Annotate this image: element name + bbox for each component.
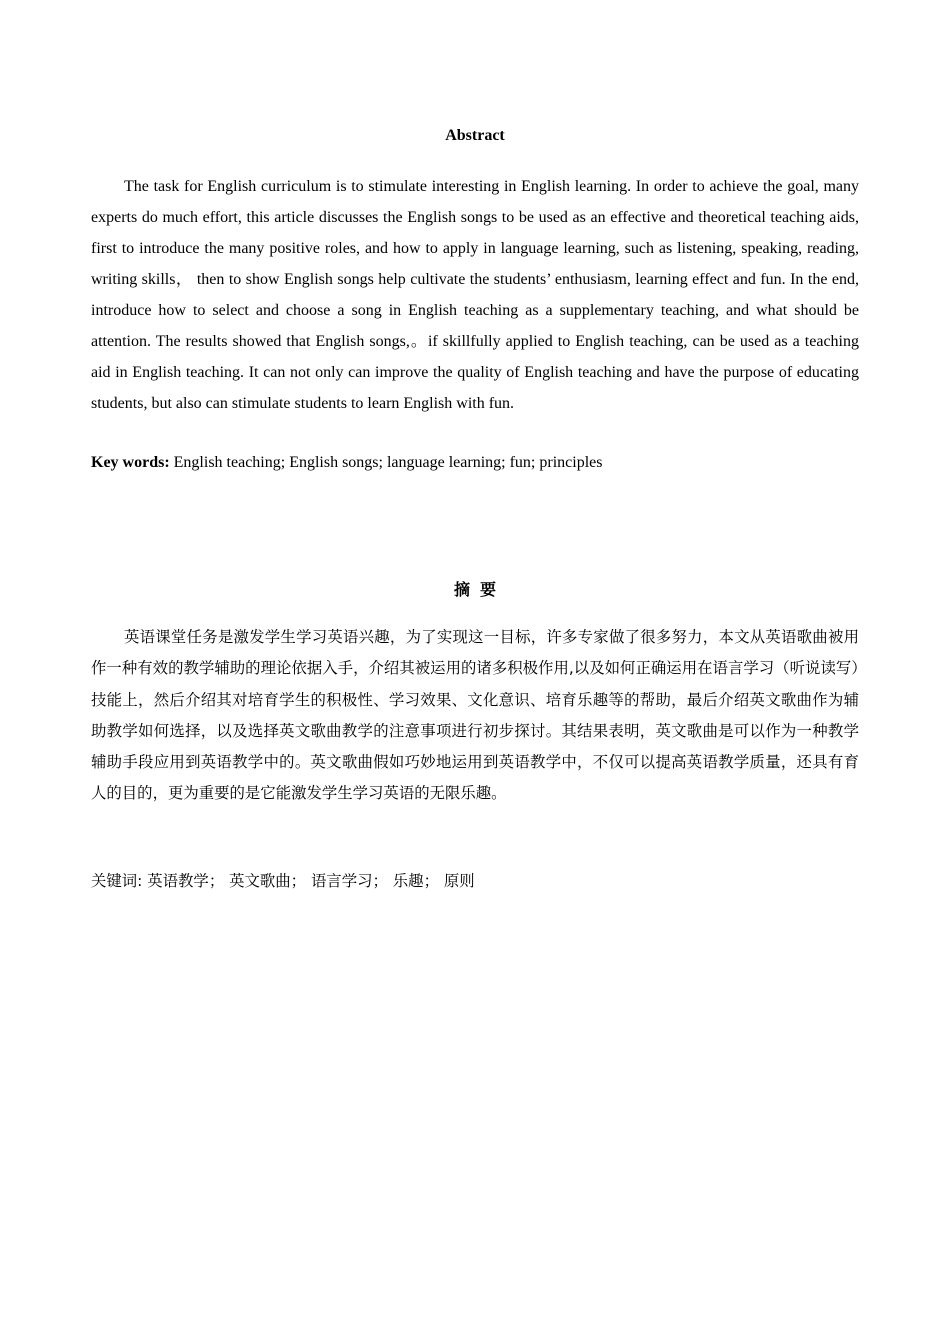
chinese-keywords-label: 关键词: xyxy=(91,872,143,890)
chinese-keywords xyxy=(91,868,859,894)
chinese-abstract-body: 英语课堂任务是激发学生学习英语兴趣，为了实现这一目标，许多专家做了很多努力，本文从英语歌曲被用作一种有效的教学辅助的理论依据入手，介绍其被运用的诸多积极作用,以及如何正确运用在语言学习（听说读写）技能上，然后介绍其对培育学生的积极性、学习效果、文化意识、培育乐趣等的帮助，最后介绍英文歌曲作为辅助教学如何选择，以及选择英文歌曲教学的注意事项进行初步探讨。其结果表明，英文歌曲是可以作为一种教学辅助手段应用到英语教学中的。英文歌曲假如巧妙地运用到英语教学中，不仅可以提高英语教学质量，还具有育人的目的，更为重要的是它能激发学生学习英语的无限乐趣。 xyxy=(91,628,859,803)
abstract-body: The task for English curriculum is to stimulate interesting in English learning. In order to achieve the goal, many experts do much effort, this article discusses the English songs to be used as an effective and theoretical teaching aids, first to introduce the many positive roles, and how to apply in language learning, such as listening, speaking, reading, writing skills， then to show English songs help cultivate the students’ enthusiasm, learning effect and fun. In the end, introduce how to select and choose a song in English teaching as a supplementary teaching, and what should be attention. The results showed that English songs,。if skillfully applied to English teaching, can be used as a teaching aid in English teaching. It can not only can improve the quality of English teaching and have the purpose of educating students, but also can stimulate students to learn English with fun. xyxy=(91,178,860,412)
document-page xyxy=(91,0,859,1344)
chinese-abstract-heading: 摘要 xyxy=(453,580,506,599)
abstract-heading: Abstract xyxy=(445,127,505,144)
english-keywords xyxy=(91,450,859,476)
english-keywords-list: English teaching; English songs; language learning; fun; principles xyxy=(169,454,603,471)
chinese-keywords-list: 英语教学； 英文歌曲； 语言学习； 乐趣； 原则 xyxy=(142,872,475,890)
english-keywords-label: Key words: xyxy=(91,454,170,471)
